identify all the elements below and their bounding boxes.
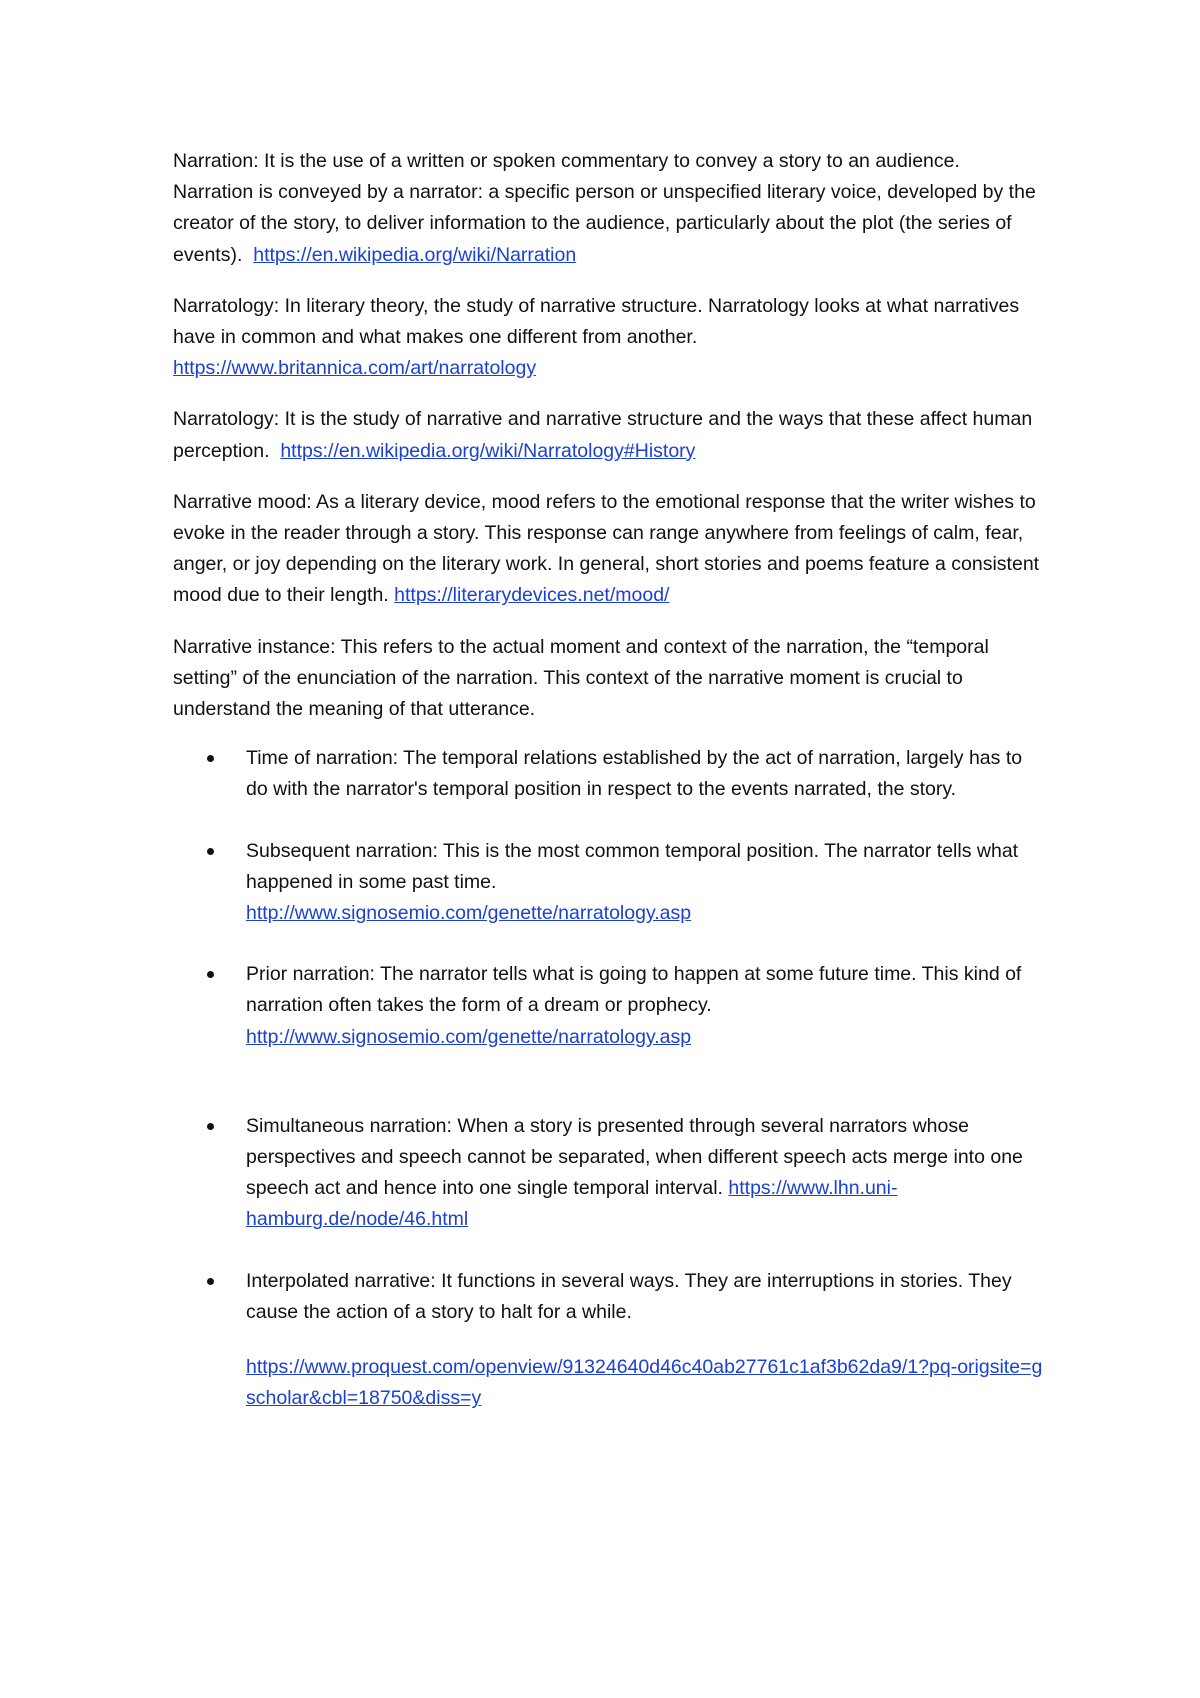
britannica-narratology-link[interactable]: https://www.britannica.com/art/narratology <box>173 357 537 380</box>
bullet-icon <box>207 1278 214 1285</box>
proquest-link[interactable]: https://www.proquest.com/openview/91324640d46c40ab27761c1af3b62da9/1?pq-origsite=gscholar&cbl=18750&diss=y <box>246 1356 1043 1410</box>
list-item-subsequent-narration <box>173 836 1043 930</box>
list-item-text: Subsequent narration: This is the most common temporal position. The narrator tells what happened in some past time. <box>246 839 1019 893</box>
bullet-icon <box>207 1123 214 1130</box>
signosemio-link[interactable]: http://www.signosemio.com/genette/narratology.asp <box>246 1025 692 1048</box>
list-item-text: Prior narration: The narrator tells what is going to happen at some future time. This kind of narration often takes the form of a dream or prophecy. <box>246 963 1022 1017</box>
proquest-link-block <box>173 1352 1043 1414</box>
bullet-icon <box>207 848 214 855</box>
paragraph-text: Narration: It is the use of a written or spoken commentary to convey a story to an audience. Narration is conveyed by a narrator: a specific person or unspecified literary voice, developed by the creator of the story, to deliver information to the audience, particularly about the plot (the series of events). <box>173 150 1036 266</box>
lhn-hamburg-link[interactable]: https://www.lhn.uni-hamburg.de/node/46.html <box>246 1177 898 1231</box>
list-item-interpolated-narrative <box>173 1266 1043 1328</box>
list-item-text: Interpolated narrative: It functions in several ways. They are interruptions in stories. They cause the action of a story to halt for a while. <box>246 1269 1012 1323</box>
document-body <box>173 146 1043 1415</box>
list-item-simultaneous-narration <box>173 1111 1043 1236</box>
wikipedia-narration-link[interactable]: https://en.wikipedia.org/wiki/Narration <box>253 243 577 266</box>
paragraph-narrative-mood <box>173 487 1043 612</box>
bullet-icon <box>207 755 214 762</box>
paragraph-narratology-britannica <box>173 291 1043 385</box>
paragraph-narrative-instance <box>173 632 1043 726</box>
paragraph-text: Narratology: In literary theory, the study of narrative structure. Narratology looks at what narratives have in common and what makes one different from another. <box>173 294 1020 349</box>
list-item-prior-narration <box>173 959 1043 1053</box>
paragraph-text: Narrative mood: As a literary device, mood refers to the emotional response that the writer wishes to evoke in the reader through a story. This response can range anywhere from feelings of calm, fear, anger, or joy depending on the literary work. In general, short stories and poems feature a consistent mood due to their length. <box>173 490 1040 607</box>
paragraph-narratology-wikipedia <box>173 404 1043 466</box>
paragraph-text: Narrative instance: This refers to the actual moment and context of the narration, the “temporal setting” of the enunciation of the narration. This context of the narrative moment is crucial to understand the meaning of that utterance. <box>173 635 989 721</box>
narration-types-list <box>173 743 1043 1328</box>
literarydevices-mood-link[interactable]: https://literarydevices.net/mood/ <box>394 584 670 607</box>
list-item-text: Simultaneous narration: When a story is presented through several narrators whose perspectives and speech cannot be separated, when different speech acts merge into one speech act and hence into one single temporal interval. <box>246 1114 1023 1200</box>
paragraph-text: Narratology: It is the study of narrative and narrative structure and the ways that these affect human perception. <box>173 408 1033 462</box>
paragraph-narration <box>173 146 1043 271</box>
list-item-text: Time of narration: The temporal relations established by the act of narration, largely has to do with the narrator's temporal position in respect to the events narrated, the story. <box>246 747 1023 801</box>
signosemio-link[interactable]: http://www.signosemio.com/genette/narratology.asp <box>246 902 692 925</box>
list-item-time-of-narration <box>173 743 1043 805</box>
wikipedia-narratology-link[interactable]: https://en.wikipedia.org/wiki/Narratology#History <box>280 439 696 462</box>
bullet-icon <box>207 971 214 978</box>
